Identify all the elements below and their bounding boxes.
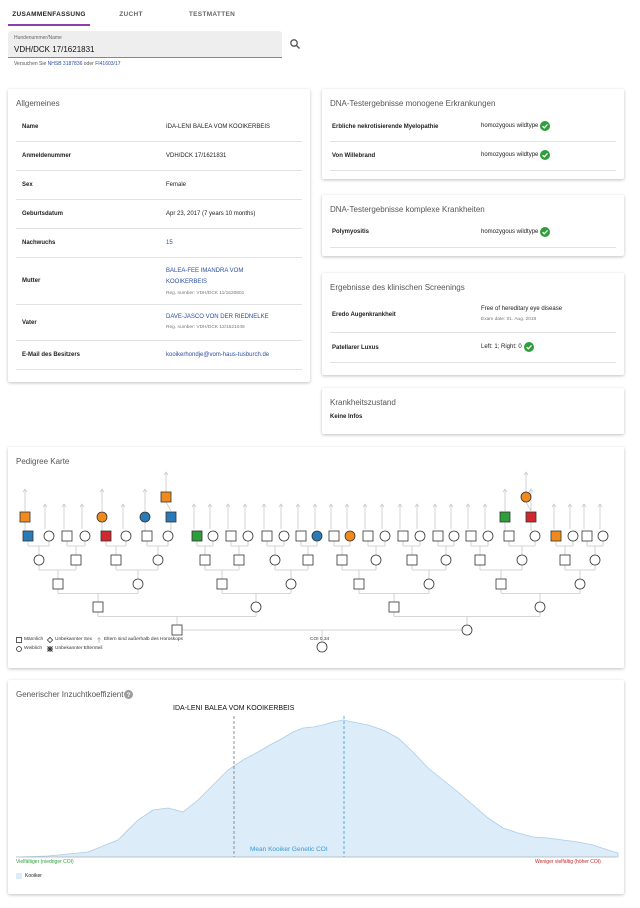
pedigree-male-node[interactable] <box>71 555 81 565</box>
pedigree-male-node[interactable] <box>226 531 236 541</box>
pedigree-female-node[interactable] <box>286 579 296 589</box>
row-value: VDH/DCK 17/1621831 <box>166 153 227 159</box>
pedigree-male-node[interactable] <box>217 579 227 589</box>
pedigree-male-node[interactable] <box>23 531 33 541</box>
pedigree-male-node[interactable] <box>142 531 152 541</box>
pedigree-male-node[interactable] <box>526 512 536 522</box>
male-legend-icon <box>16 637 22 643</box>
pedigree-chart <box>8 447 624 668</box>
dna-monogenic-card <box>322 89 624 179</box>
pedigree-female-node[interactable] <box>568 531 578 541</box>
search-input[interactable] <box>8 31 282 58</box>
search-label: Hundenummer/Name <box>14 35 62 41</box>
check-icon <box>540 227 550 237</box>
pedigree-male-node[interactable] <box>296 531 306 541</box>
row-reg <box>16 142 302 171</box>
row-key: Anmeldenummer <box>22 153 72 159</box>
coi-distribution-area <box>16 720 618 857</box>
legend-male: Männlich <box>24 637 44 642</box>
dna-value <box>481 121 550 131</box>
pedigree-female-node[interactable] <box>121 531 131 541</box>
clinical-key: Eredo Augenkrankheit <box>332 312 396 318</box>
coi-card <box>8 680 624 894</box>
female-legend-icon <box>16 646 22 652</box>
dna-row <box>330 142 616 171</box>
general-title: Allgemeines <box>16 99 60 108</box>
pedigree-male-node[interactable] <box>303 555 313 565</box>
legend-parents-outside: Eltern sind außerhalb des Horoskops <box>104 637 183 642</box>
coi-title-text: Generischer Inzuchtkoeffizient <box>16 690 124 699</box>
coi-right-label: Weniger vielfältig (höher COI) <box>535 859 601 865</box>
coi-legend <box>16 873 42 879</box>
pedigree-male-node[interactable] <box>62 531 72 541</box>
tab-breeding[interactable]: ZUCHT <box>119 11 143 18</box>
pedigree-female-node[interactable] <box>535 602 545 612</box>
clinical-row <box>330 333 616 363</box>
pedigree-male-node[interactable] <box>354 579 364 589</box>
pedigree-male-node[interactable] <box>475 555 485 565</box>
pedigree-female-node[interactable] <box>140 512 150 522</box>
dna-row <box>330 219 616 248</box>
tab-bar <box>8 6 252 26</box>
clinical-value: Free of hereditary eye disease <box>481 306 563 312</box>
pedigree-male-node[interactable] <box>551 531 561 541</box>
hint-link-fi[interactable]: FI41603/17 <box>95 61 121 67</box>
pedigree-male-node[interactable] <box>192 531 202 541</box>
row-value: Female <box>166 182 187 188</box>
pedigree-female-node[interactable] <box>312 531 322 541</box>
owner-email-link[interactable]: kooikerhondje@vom-haus-tusburch.de <box>166 352 270 358</box>
clinical-row <box>330 297 616 333</box>
disease-title: Krankheitszustand <box>330 398 396 407</box>
coi-legend-label: Kooiker <box>25 873 42 879</box>
row-offspring <box>16 229 302 258</box>
coi-distribution-chart <box>8 680 624 894</box>
legend-unknown-parent: Unbekannter Elternteil <box>55 646 103 651</box>
row-name <box>16 113 302 142</box>
pedigree-male-node[interactable] <box>560 555 570 565</box>
legend-unknown-sex: Unbekannter Sex <box>55 637 93 642</box>
pedigree-male-node[interactable] <box>262 531 272 541</box>
pedigree-male-node[interactable] <box>398 531 408 541</box>
mother-link[interactable]: BALEA-FEE IMANDRA VOM KOOIKERBEIS <box>166 268 244 285</box>
pedigree-male-node[interactable] <box>363 531 373 541</box>
row-key: E-Mail des Besitzers <box>22 352 81 358</box>
father-link[interactable]: DAVE-JASCO VON DER RIEDNELKE <box>166 314 269 320</box>
pedigree-male-node[interactable] <box>504 531 514 541</box>
row-key: Name <box>22 124 39 130</box>
dna-result: homozygous wildtype <box>481 152 539 158</box>
pedigree-female-node[interactable] <box>483 531 493 541</box>
row-key: Geburtsdatum <box>22 211 64 217</box>
row-value: IDA-LENI BALEA VOM KOOIKERBEIS <box>166 124 271 130</box>
clinical-card <box>322 273 624 375</box>
pedigree-male-node[interactable] <box>407 555 417 565</box>
offspring-link[interactable]: 15 <box>166 240 173 246</box>
pedigree-female-node[interactable] <box>590 555 600 565</box>
dna-key: Polymyositis <box>332 229 370 235</box>
pedigree-female-node[interactable] <box>80 531 90 541</box>
pedigree-female-node[interactable] <box>97 512 107 522</box>
pedigree-male-node[interactable] <box>111 555 121 565</box>
pedigree-male-node[interactable] <box>101 531 111 541</box>
general-card <box>8 89 310 382</box>
pedigree-male-node[interactable] <box>200 555 210 565</box>
dna-result: homozygous wildtype <box>481 229 539 235</box>
pedigree-male-node[interactable] <box>433 531 443 541</box>
row-key: Mutter <box>22 278 41 284</box>
clinical-key: Patellarer Luxus <box>332 345 379 351</box>
dna-monogenic-title: DNA-Testergebnisse monogene Erkrankungen <box>330 99 496 108</box>
pedigree-female-node[interactable] <box>521 492 531 502</box>
pedigree-female-node[interactable] <box>270 555 280 565</box>
dna-key: Erbliche nekrotisierende Myelopathie <box>332 124 439 130</box>
diamond-legend-icon <box>47 637 53 643</box>
pedigree-female-node[interactable] <box>279 531 289 541</box>
dna-key: Von Willebrand <box>332 153 376 159</box>
legend-female: Weiblich <box>24 646 43 651</box>
pedigree-male-node[interactable] <box>500 512 510 522</box>
pedigree-male-node[interactable] <box>234 555 244 565</box>
row-mother <box>16 258 302 305</box>
dna-result: homozygous wildtype <box>481 123 539 129</box>
pedigree-female-node[interactable] <box>251 602 261 612</box>
svg-text:?: ? <box>127 691 131 699</box>
pedigree-male-node[interactable] <box>161 492 171 502</box>
unknown-parent-legend-icon <box>47 646 53 652</box>
search-value[interactable]: VDH/DCK 17/1621831 <box>14 45 95 54</box>
pedigree-coi-label: COI 0,34 <box>310 637 330 642</box>
pedigree-female-node[interactable] <box>153 555 163 565</box>
hint-link-nhsb[interactable]: NHSB 3187836 <box>47 61 83 67</box>
row-father <box>16 305 302 341</box>
patella-result: Left: 1; Right: 0 <box>481 344 522 350</box>
dna-complex-card <box>322 195 624 256</box>
pedigree-female-node[interactable] <box>449 531 459 541</box>
dna-complex-title: DNA-Testergebnisse komplexe Krankheiten <box>330 205 485 214</box>
hint-mid: oder <box>83 61 94 67</box>
row-key: Vater <box>22 320 37 326</box>
pedigree-title: Pedigree Karte <box>16 457 70 466</box>
clinical-exam-date: Exam date: 01. Aug. 2018 <box>481 317 537 322</box>
coi-left-label: Vielfältiger (niedriger COI) <box>16 859 74 865</box>
pedigree-female-node[interactable] <box>462 625 472 635</box>
father-reg: Reg. number: VDH/DCK 12/1621049 <box>166 325 245 330</box>
pedigree-female-node[interactable] <box>243 531 253 541</box>
pedigree-female-node[interactable] <box>441 555 451 565</box>
disease-card <box>322 388 624 434</box>
pedigree-card <box>8 447 624 668</box>
row-value: Apr 23, 2017 (7 years 10 months) <box>166 211 256 217</box>
pedigree-male-node[interactable] <box>166 512 176 522</box>
pedigree-female-node[interactable] <box>371 555 381 565</box>
pedigree-female-node[interactable] <box>598 531 608 541</box>
pedigree-female-node[interactable] <box>44 531 54 541</box>
pedigree-male-node[interactable] <box>582 531 592 541</box>
clinical-value <box>481 342 534 352</box>
pedigree-link <box>166 502 171 511</box>
arrow-up-legend-icon <box>96 637 102 643</box>
row-key: Nachwuchs <box>22 240 56 246</box>
pedigree-female-node[interactable] <box>517 555 527 565</box>
pedigree-female-node[interactable] <box>163 531 173 541</box>
dna-value <box>481 150 550 160</box>
dna-row <box>330 113 616 142</box>
tab-summary[interactable]: ZUSAMMENFASSUNG <box>8 6 90 26</box>
pedigree-female-node[interactable] <box>530 531 540 541</box>
pedigree-male-node[interactable] <box>389 602 399 612</box>
pedigree-female-node[interactable] <box>380 531 390 541</box>
search-hint <box>14 61 121 67</box>
check-icon <box>540 121 550 131</box>
row-sex <box>16 171 302 200</box>
pedigree-male-node[interactable] <box>172 625 182 635</box>
hint-prefix: Versuchen Sie <box>14 61 47 67</box>
pedigree-female-node[interactable] <box>208 531 218 541</box>
row-key: Sex <box>22 182 33 188</box>
pedigree-male-node[interactable] <box>53 579 63 589</box>
coi-mean-label: Mean Kooiker Genetic COI <box>250 846 328 853</box>
row-birth <box>16 200 302 229</box>
pedigree-female-node[interactable] <box>415 531 425 541</box>
clinical-title: Ergebnisse des klinischen Screenings <box>330 283 465 292</box>
pedigree-female-node[interactable] <box>34 555 44 565</box>
pedigree-male-node[interactable] <box>466 531 476 541</box>
tab-test-matings[interactable]: TESTMATTEN <box>188 11 236 18</box>
pedigree-male-node[interactable] <box>496 579 506 589</box>
pedigree-female-node[interactable] <box>317 642 327 652</box>
pedigree-female-node[interactable] <box>575 579 585 589</box>
pedigree-male-node[interactable] <box>93 602 103 612</box>
pedigree-female-node[interactable] <box>424 579 434 589</box>
coi-dog-label: IDA-LENI BALEA VOM KOOIKERBEIS <box>173 705 295 712</box>
coi-legend-swatch <box>16 873 22 879</box>
pedigree-male-node[interactable] <box>329 531 339 541</box>
mother-reg: Reg. number: VDH/DCK 11/1620801 <box>166 291 245 296</box>
search-icon[interactable] <box>289 38 301 50</box>
row-email <box>16 341 302 370</box>
pedigree-female-node[interactable] <box>133 579 143 589</box>
pedigree-male-node[interactable] <box>20 512 30 522</box>
check-icon <box>524 342 534 352</box>
pedigree-male-node[interactable] <box>337 555 347 565</box>
disease-value: Keine Infos <box>330 414 363 420</box>
pedigree-female-node[interactable] <box>345 531 355 541</box>
dna-value <box>481 227 550 237</box>
pedigree-link <box>526 502 531 511</box>
check-icon <box>540 150 550 160</box>
